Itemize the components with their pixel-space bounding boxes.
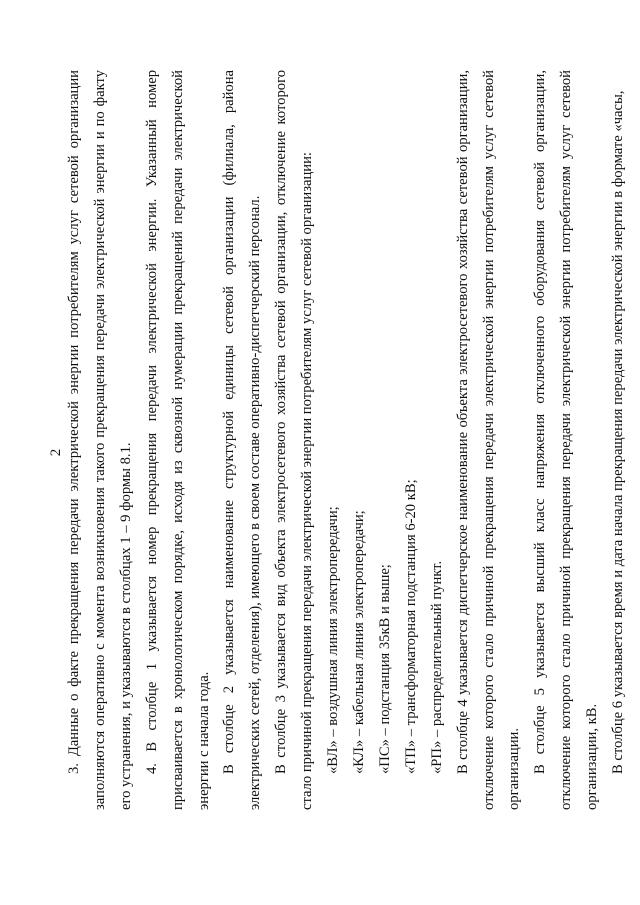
paragraph-4: 4. В столбце 1 указывается номер прекращения передачи электрической энергии. Указанный номер присваивается в хронологическом порядке, исходя из сквозной нумерации прекращений передачи электрической энергии с начала года. bbox=[143, 70, 212, 810]
list-item-kl: «КЛ» – кабельная линия электропередачи; bbox=[350, 510, 367, 774]
paragraph-column-2: В столбце 2 указывается наименование структурной единицы сетевой организации (филиала, района электрических сетей, отделения), имеющего в своем составе оперативно-диспетчерский персонал. bbox=[221, 70, 264, 810]
paragraph-column-4: В столбце 4 указывается диспетчерское наименование объекта электросетевого хозяйства сетевой организации, отключение которого стало причиной прекращения передачи электрической энергии потребителям услуг сетевой организации. bbox=[454, 70, 523, 810]
document-body bbox=[62, 70, 632, 810]
list-item-tp: «ТП» – трансформаторная подстанция 6-20 кВ; bbox=[402, 479, 419, 774]
paragraph-3: 3. Данные о факте прекращения передачи электрической энергии потребителям услуг сетевой организации заполняются оперативно с момента возникновения такого прекращения передачи электрической энергии и по факту его устранения, и указываются в столбцах 1 – 9 формы 8.1. bbox=[66, 70, 134, 810]
page-number: 2 bbox=[48, 448, 64, 457]
list-item-ps: «ПС» – подстанция 35кВ и выше; bbox=[376, 564, 393, 774]
paragraph-column-3: В столбце 3 указывается вид объекта электросетевого хозяйства сетевой организации, отключение которого стало причиной прекращения передачи электрической энергии потребителям услуг сетевой организации: bbox=[273, 70, 316, 810]
paragraph-column-5: В столбце 5 указывается высший класс напряжения отключенного оборудования сетевой организации, отключение которого стало причиной прекращения передачи электрической энергии потребителям услуг сетевой организации, кВ. bbox=[532, 70, 601, 810]
paragraph-column-6: В столбце 6 указывается время и дата начала прекращения передачи электрической энергии в формате «часы, bbox=[610, 90, 627, 774]
list-item-rp: «РП» – распределительный пункт. bbox=[428, 560, 445, 774]
list-item-vl: «ВЛ» – воздушная линия электропередачи; bbox=[325, 506, 342, 774]
